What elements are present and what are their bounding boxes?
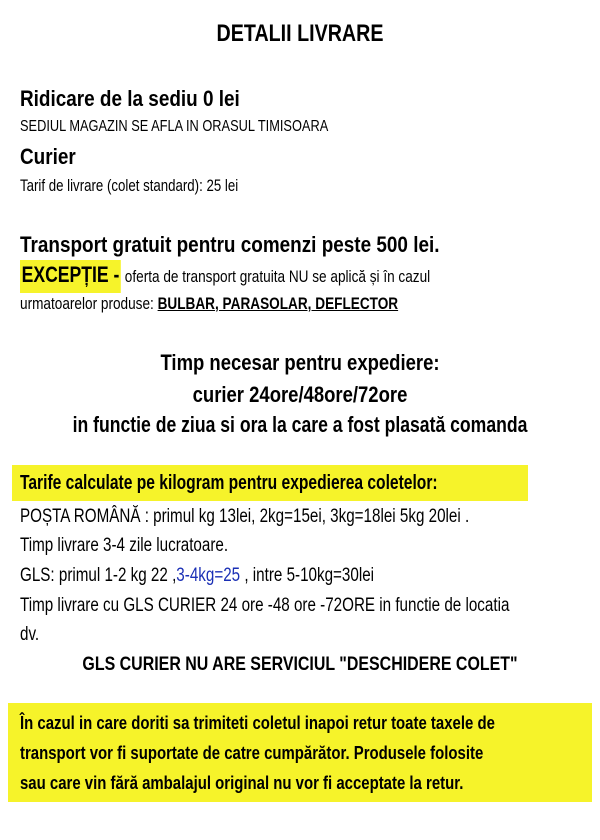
return-note-line3: sau care vin fără ambalajul original nu vor fi acceptate la retur. [20,773,464,793]
gls-rates [20,565,374,587]
rates-heading: Tarife calculate pe kilogram pentru expedierea coletelor: [20,472,438,494]
gls-time-line1: Timp livrare cu GLS CURIER 24 ore -48 ore -72ORE in functie de locatia [20,595,510,616]
return-note-line1: În cazul in care doriti sa trimiteti coletul inapoi retur toate taxele de [20,713,495,733]
shipping-time-line2: curier 24ore/48ore/72ore [192,382,408,407]
exception-text: oferta de transport gratuita NU se aplică și în cazul [124,267,431,286]
gls-rates-c: , intre 5-10kg=30lei [240,565,375,586]
gls-time-line2: dv. [20,624,40,645]
gls-rates-b: 3-4kg=25 [176,565,241,586]
free-transport-heading: Transport gratuit pentru comenzi peste 500 lei. [20,232,440,257]
courier-rate: Tarif de livrare (colet standard): 25 lei [20,176,239,195]
pickup-note: SEDIUL MAGAZIN SE AFLA IN ORASUL TIMISOARA [20,118,329,135]
shipping-time-line1: Timp necesar pentru expediere: [160,350,440,375]
courier-heading: Curier [20,144,76,169]
exception-line [20,262,430,288]
pickup-heading: Ridicare de la sediu 0 lei [20,86,240,111]
return-note-box [8,703,592,802]
return-note-line2: transport vor fi suportate de catre cumpărător. Produsele folosite [20,743,484,763]
excluded-products-line [20,294,398,314]
excluded-products: BULBAR, PARASOLAR, DEFLECTOR [157,294,399,313]
gls-rates-a: GLS: primul 1-2 kg 22 , [20,565,177,586]
gls-note: GLS CURIER NU ARE SERVICIUL "DESCHIDERE COLET" [82,654,518,675]
products-prefix: urmatoarelor produse: [20,294,158,313]
shipping-time-line3: in functie de ziua si ora la care a fost plasată comanda [72,412,528,437]
posta-time: Timp livrare 3-4 zile lucratoare. [20,535,229,556]
page-title: DETALII LIVRARE [216,20,384,47]
posta-rates: POȘTA ROMÂNĂ : primul kg 13lei, 2kg=15ei, 3kg=18lei 5kg 20lei . [20,506,470,527]
exception-label: EXCEPȚIE - [20,260,121,293]
